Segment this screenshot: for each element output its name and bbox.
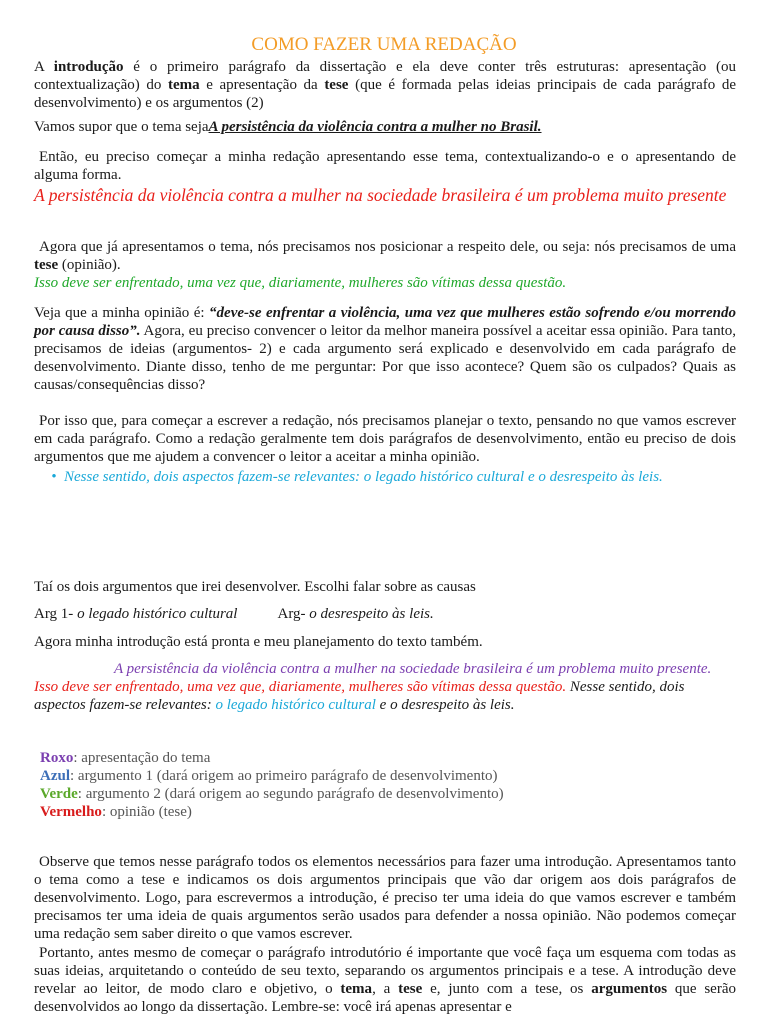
- bullet-icon: •: [51, 469, 57, 485]
- theme-text: A persistência da violência contra a mulher no Brasil.: [208, 119, 542, 135]
- conclusion-paragraph: Portanto, antes mesmo de começar o parágrafo introdutório é importante que você faça um esquema com todas as suas ideias, arquitetando o conteúdo de seu texto, separando os argumentos principais e a tese. A introdução deve revelar ao leitor, de modo claro e objetivo, o tema, a tese e, junto com a tese, os argumentos que serão desenvolvidos ao longo da dissertação. Lembre-se: você irá apenas apresentar e: [34, 945, 736, 1015]
- thesis-paragraph: Agora que já apresentamos o tema, nós precisamos nos posicionar a respeito dele, ou seja: nós precisamos de uma tese (opinião).: [34, 239, 736, 273]
- page-title: COMO FAZER UMA REDAÇÃO: [251, 34, 517, 55]
- planning-paragraph: Por isso que, para começar a escrever a redação, nós precisamos planejar o texto, pensando no que vamos escrever em cada parágrafo. Como a redação geralmente tem dois parágrafos de desenvolvimento, então eu preciso de dois argumentos que me ajudem a convencer o leitor a aceitar a minha opinião.: [34, 413, 736, 465]
- example-theme-red: A persistência da violência contra a mulher na sociedade brasileira é um problema muito presente: [34, 185, 727, 205]
- legend-item-verde: Verde: argumento 2 (dará origem ao segundo parágrafo de desenvolvimento): [40, 786, 504, 802]
- legend-item-vermelho: Vermelho: opinião (tese): [40, 804, 192, 820]
- intro-paragraph: A introdução é o primeiro parágrafo da dissertação e ela deve conter três estruturas: apresentação (ou contextualização) do tema e apresentação da tese (que é formada pelas ideias principais de cada parágrafo de desenvolvimento) e os argumentos (2): [34, 59, 737, 111]
- observation-paragraph: Observe que temos nesse parágrafo todos os elementos necessários para fazer uma introdução. Apresentamos tanto o tema como a tese e indicamos os dois argumentos principais que vão dar origem aos dois parágrafos de desenvolvimento. Logo, para escrevermos a introdução, é preciso ter uma ideia do que vamos escrever e também precisamos ter uma ideia de quais argumentos serão usados para defender a nossa opinião. Não podemos começar uma redação sem saber direito o que vamos escrever.: [34, 854, 736, 942]
- arguments-list: Arg 1- o legado histórico cultural Arg- o desrespeito às leis.: [34, 606, 434, 622]
- bullet-item: • Nesse sentido, dois aspectos fazem-se relevantes: o legado histórico cultural e o desrespeito às leis.: [44, 468, 736, 486]
- opinion-paragraph: Veja que a minha opinião é: “deve-se enfrentar a violência, uma vez que mulheres estão sofrendo e/ou morrendo por causa disso”. Agora, eu preciso convencer o leitor da melhor maneira possível a aceitar essa opinião. Para tanto, precisamos de ideias (argumentos- 2) e cada argumento será explicado e desenvolvido em cada parágrafo de desenvolvimento. Diante disso, tenho de me perguntar: Por que isso acontece? Quem são os culpados? Quais as causas/consequências disso?: [34, 305, 736, 393]
- ready-paragraph: Agora minha introdução está pronta e meu planejamento do texto também.: [34, 634, 483, 650]
- legend-item-azul: Azul: argumento 1 (dará origem ao primeiro parágrafo de desenvolvimento): [40, 768, 498, 784]
- final-introduction: A persistência da violência contra a mulher na sociedade brasileira é um problema muito presente. Isso deve ser enfrentado, uma vez que, diariamente, mulheres são vítimas dessa questão. Nesse sentido, dois aspectos fazem-se relevantes: o legado histórico cultural e o desrespeito às leis.: [34, 661, 712, 713]
- opinion-green: Isso deve ser enfrentado, uma vez que, diariamente, mulheres são vítimas dessa questão.: [34, 275, 567, 291]
- legend-item-roxo: Roxo: apresentação do tema: [40, 750, 211, 766]
- theme-paragraph: Vamos supor que o tema sejaA persistência da violência contra a mulher no Brasil.: [34, 119, 542, 135]
- context-paragraph: Então, eu preciso começar a minha redação apresentando esse tema, contextualizando-o e o apresentando de alguma forma.: [34, 149, 736, 183]
- color-legend: [40, 749, 742, 821]
- arguments-paragraph: Taí os dois argumentos que irei desenvolver. Escolhi falar sobre as causas: [34, 579, 476, 595]
